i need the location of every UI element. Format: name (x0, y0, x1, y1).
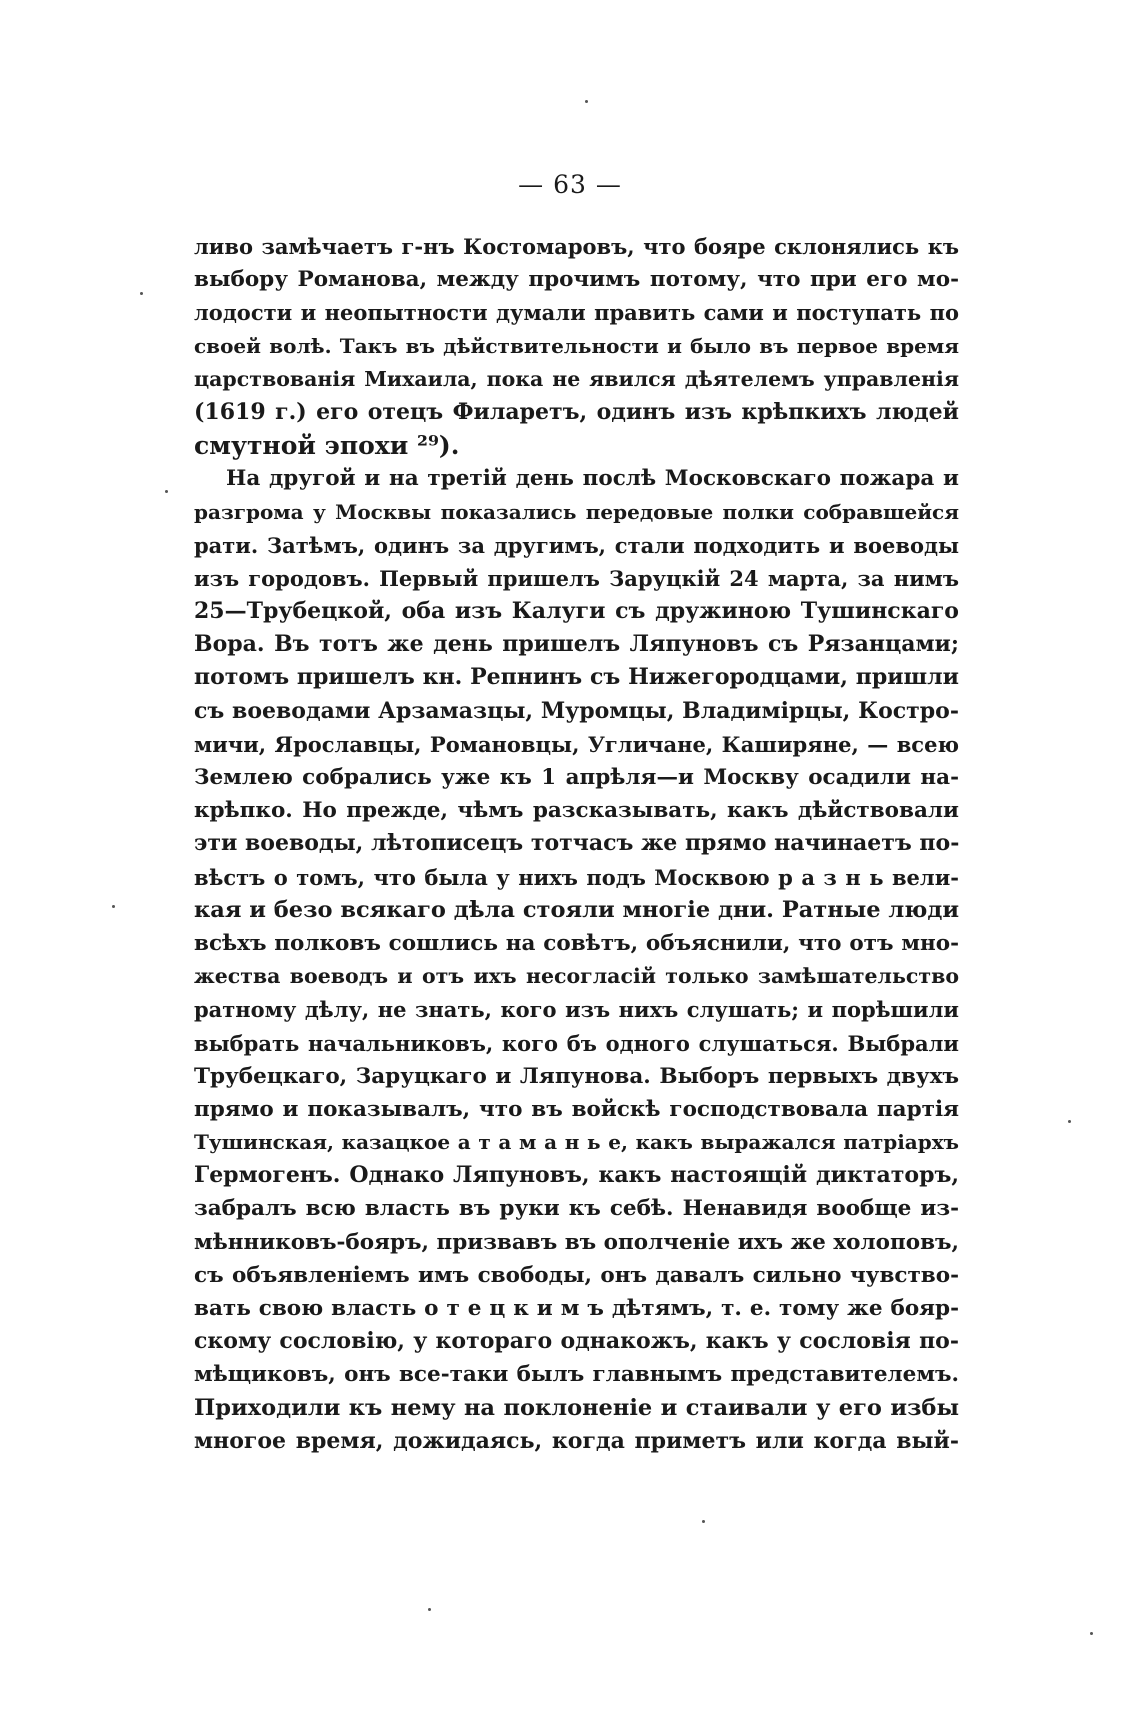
text-line: ратному дѣлу, не знать, кого изъ нихъ слушать; и порѣшили (194, 997, 959, 1023)
text-line: Гермогенъ. Однако Ляпуновъ, какъ настоящій диктаторъ, (194, 1162, 959, 1189)
text-line: съ воеводами Арзамазцы, Муромцы, Владимірцы, Костро- (194, 697, 959, 724)
text-line: царствованія Михаила, пока не явился дѣятелемъ управленія (194, 366, 959, 391)
scan-speck (140, 292, 143, 295)
text-line: эти воеводы, лѣтописецъ тотчасъ же прямо начинаетъ по- (194, 830, 960, 857)
page-number: — 63 — (518, 170, 622, 199)
paragraph-start-line: На другой и на третій день послѣ Московскаго пожара и (226, 466, 959, 492)
text-line: крѣпко. Но прежде, чѣмъ разсказывать, какъ дѣйствовали (194, 798, 959, 824)
text-line: выбрать начальниковъ, кого бъ одного слушаться. Выбрали (194, 1030, 959, 1056)
text-line: мѣщиковъ, онъ все-таки былъ главнымъ представителемъ. (194, 1362, 959, 1388)
text-line: Приходили къ нему на поклоненіе и стаивали у его избы (194, 1394, 959, 1421)
text-line: всѣхъ полковъ сошлись на совѣтъ, объяснили, что отъ мно- (194, 930, 959, 956)
text-line: скому сословію, у котораго однакожъ, какъ у сословія по- (194, 1328, 959, 1355)
text-line: Вора. Въ тотъ же день пришелъ Ляпуновъ съ Рязанцами; (194, 631, 959, 658)
text-line: съ объявленіемъ имъ свободы, онъ давалъ сильно чувство- (194, 1262, 959, 1288)
text-line: потомъ пришелъ кн. Репнинъ съ Нижегородцами, пришли (194, 664, 959, 691)
text-line: вѣстъ о томъ, что была у нихъ подъ Москвою р а з н ь вели- (194, 864, 959, 890)
text-line: многое время, дожидаясь, когда приметъ или когда вый- (194, 1427, 959, 1454)
scan-speck (585, 100, 588, 103)
text-line: вать свою власть о т е ц к и м ъ дѣтямъ, т. е. тому же бояр- (194, 1296, 959, 1321)
scan-speck (112, 905, 115, 908)
text-line: изъ городовъ. Первый пришелъ Заруцкій 24 марта, за нимъ (194, 565, 959, 591)
text-line: 25—Трубецкой, оба изъ Калуги съ дружиною Тушинскаго (194, 598, 959, 625)
scan-speck (702, 1520, 705, 1523)
text-line: разгрома у Москвы показались передовые полки собравшейся (194, 499, 959, 524)
scan-speck (428, 1608, 431, 1611)
text-line: Трубецкаго, Заруцкаго и Ляпунова. Выборъ первыхъ двухъ (194, 1063, 959, 1089)
text-line: выбору Романова, между прочимъ потому, что при его мо- (194, 267, 959, 293)
text-line: (1619 г.) его отецъ Филаретъ, одинъ изъ крѣпкихъ людей (194, 398, 959, 425)
text-line: мѣнниковъ-бояръ, призвавъ въ ополченіе ихъ же холоповъ, (194, 1229, 959, 1255)
text-line: кая и безо всякаго дѣла стояли многіе дни. Ратные люди (194, 896, 960, 923)
text-line: прямо и показывалъ, что въ войскѣ господствовала партія (194, 1096, 959, 1122)
text-line: ливо замѣчаетъ г-нъ Костомаровъ, что бояре склонялись къ (194, 234, 959, 259)
scan-speck (1068, 1120, 1071, 1123)
scan-speck (165, 490, 168, 493)
text-line: Тушинская, казацкое а т а м а н ь е, какъ выражался патріархъ (194, 1130, 959, 1155)
text-line: жества воеводъ и отъ ихъ несогласій только замѣшательство (194, 964, 959, 989)
text-line: рати. Затѣмъ, одинъ за другимъ, стали подходить и воеводы (194, 532, 959, 558)
text-line: мичи, Ярославцы, Романовцы, Угличане, Каширяне, — всею (194, 731, 959, 757)
scan-speck (1090, 1632, 1093, 1635)
text-line: забралъ всю власть въ руки къ себѣ. Ненавидя вообще из- (194, 1196, 959, 1222)
body-text (194, 230, 959, 1458)
text-line: своей волѣ. Такъ въ дѣйствительности и было въ первое время (194, 333, 959, 358)
text-line: лодости и неопытности думали править сами и поступать по (194, 300, 959, 326)
text-line: смутной эпохи ²⁹). (194, 431, 460, 461)
text-line: Землею собрались уже къ 1 апрѣля—и Москву осадили на- (194, 765, 959, 790)
